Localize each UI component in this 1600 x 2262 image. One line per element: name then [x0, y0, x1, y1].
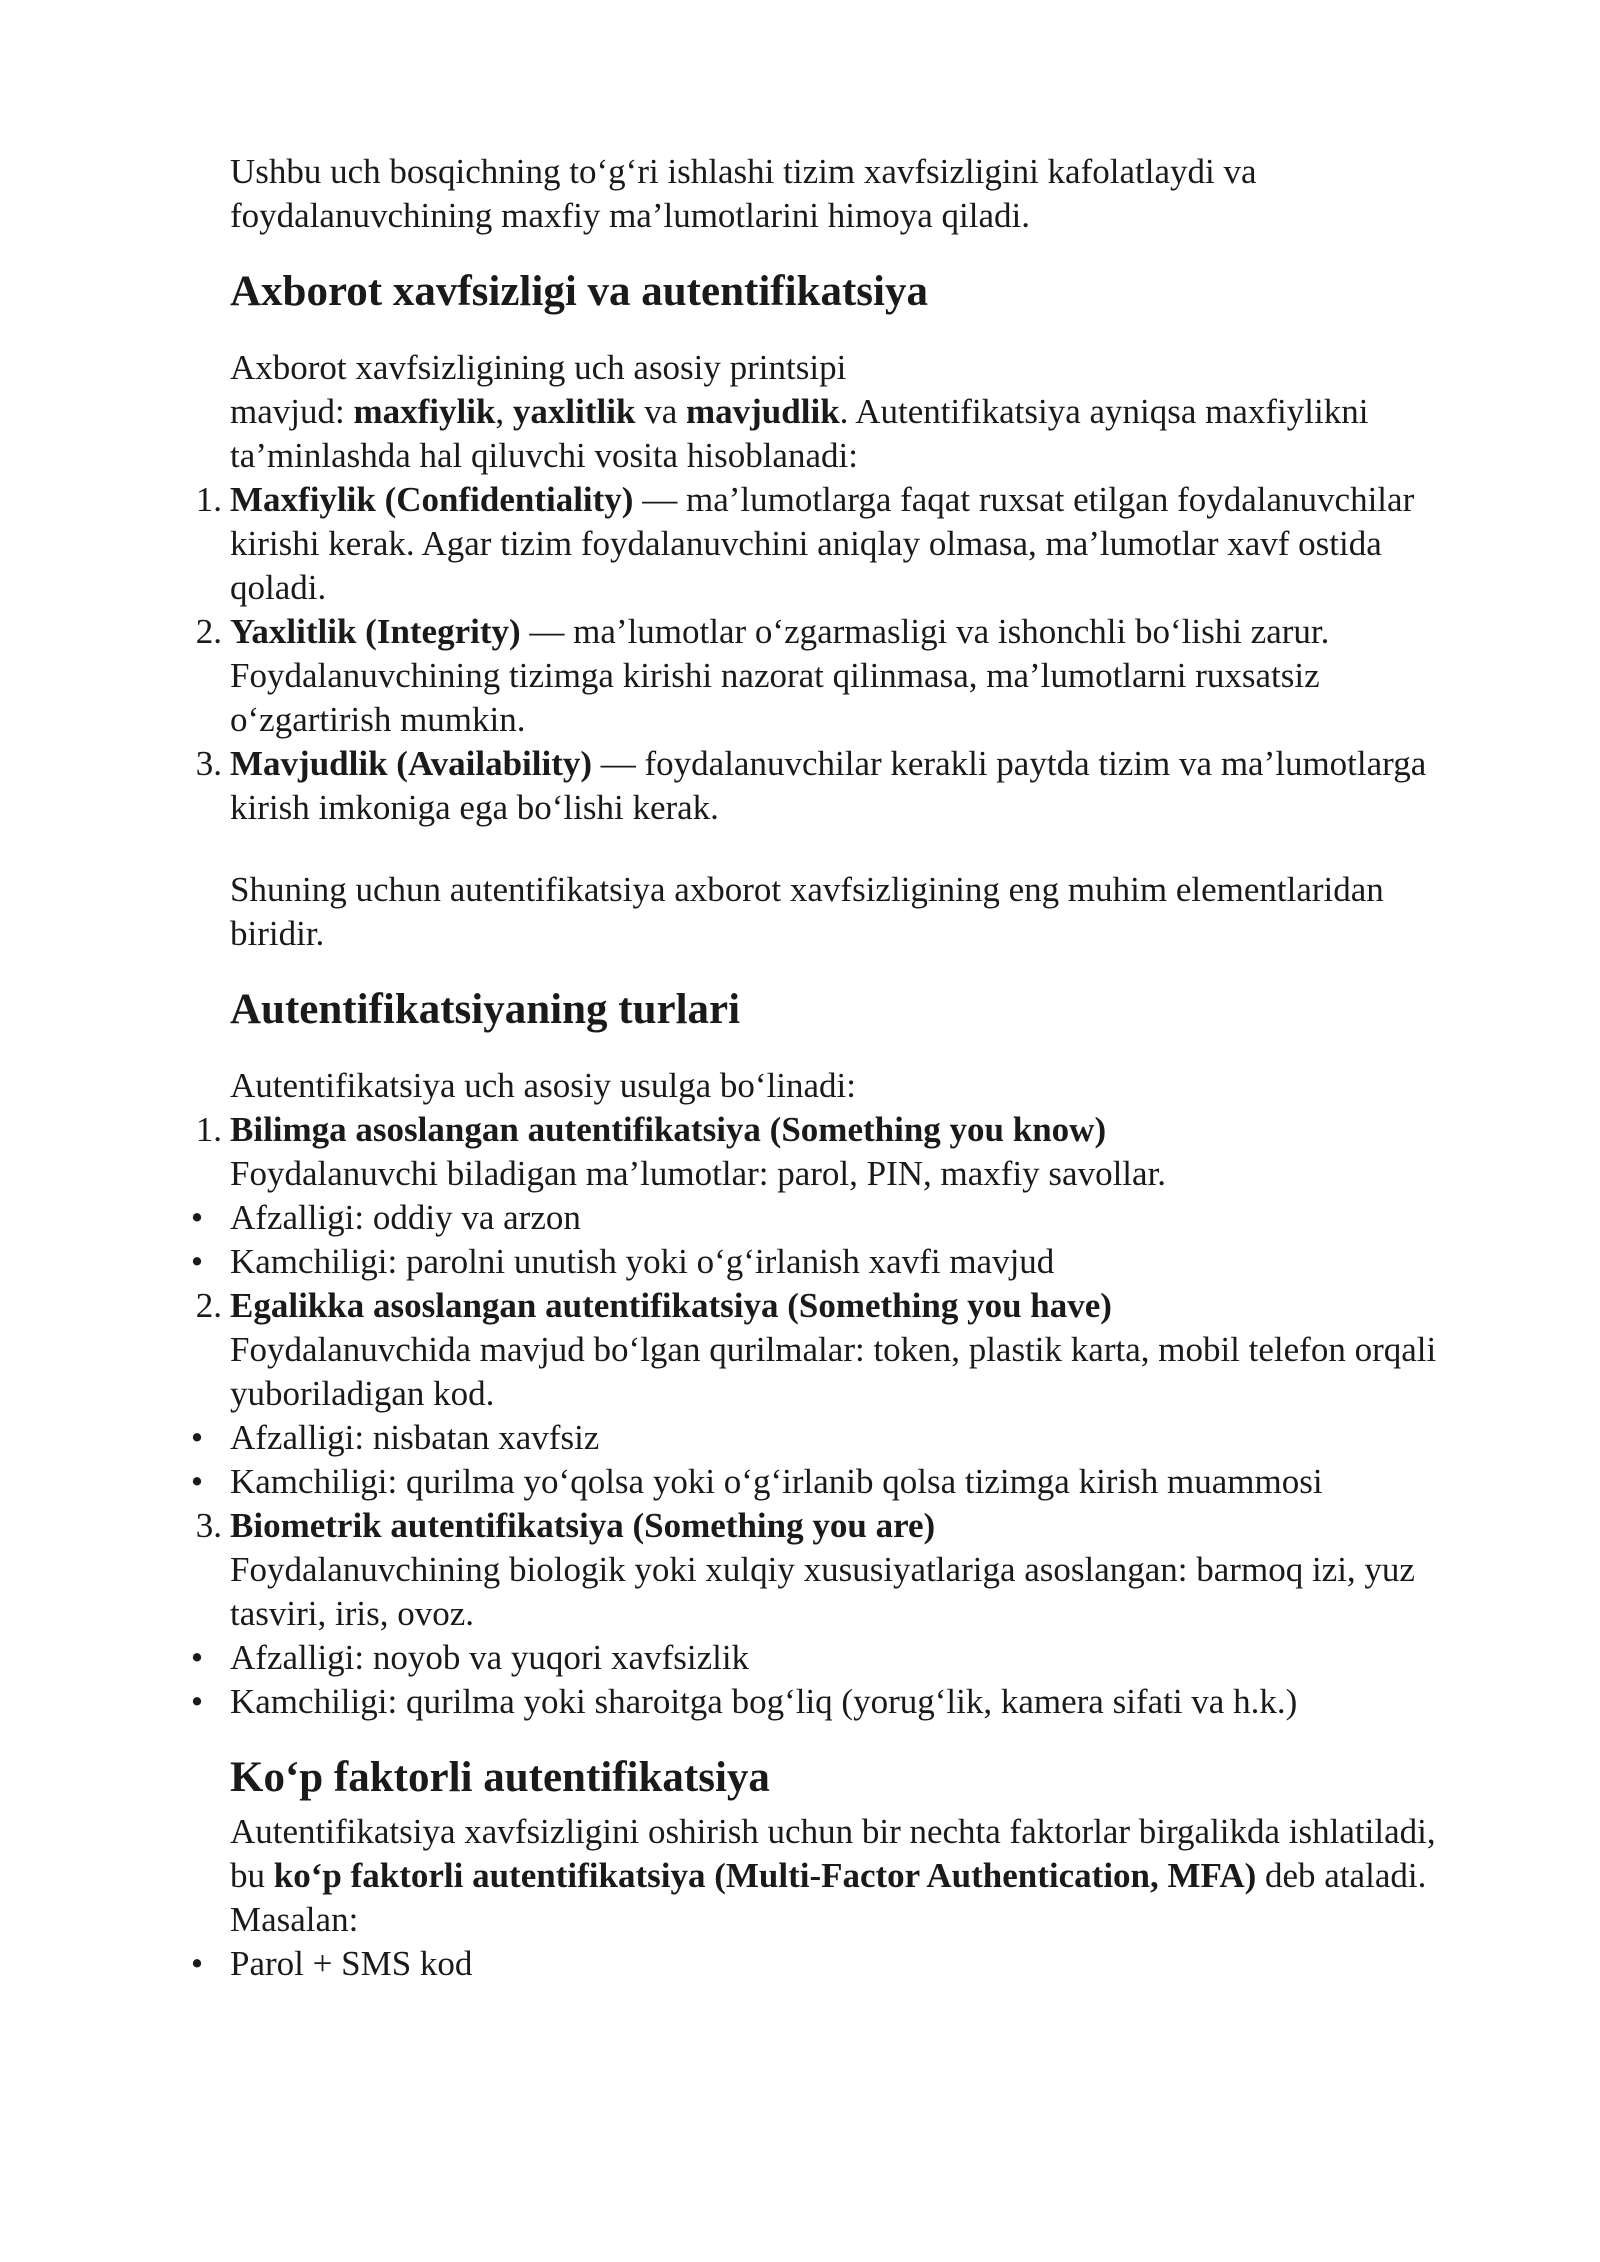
- type-title: Biometrik autentifikatsiya (Something you are): [230, 1506, 936, 1545]
- section1-conclusion: Shuning uchun autentifikatsiya axborot xavfsizligining eng muhim elementlaridan biridir.: [230, 870, 1384, 953]
- disadvantage-text: Kamchiligi: qurilma yoki sharoitga bog‘liq (yorug‘lik, kamera sifati va h.k.): [230, 1682, 1298, 1721]
- term-availability: mavjudlik: [686, 392, 840, 431]
- bullet-icon: •: [190, 1638, 204, 1677]
- section-heading-authentication-types: Autentifikatsiyaning turlari: [230, 986, 741, 1033]
- principles-list: [195, 478, 1460, 830]
- bullet-item-disadvantage: [190, 1460, 1460, 1504]
- principles-intro-line1: Axborot xavfsizligining uch asosiy printsipi: [230, 348, 847, 387]
- principle-title: Maxfiylik (Confidentiality): [230, 480, 634, 519]
- separator-comma: ,: [495, 392, 513, 431]
- intro-paragraph: Ushbu uch bosqichning to‘g‘ri ishlashi tizim xavfsizligini kafolatlaydi va foydalanuvchining maxfiy ma’lumotlarini himoya qiladi.: [230, 152, 1257, 235]
- type-description: Foydalanuvchining biologik yoki xulqiy xususiyatlariga asoslangan: barmoq izi, yuz tasviri, iris, ovoz.: [230, 1550, 1415, 1633]
- mfa-paragraph-suffix: deb ataladi. Masalan:: [230, 1856, 1427, 1939]
- advantage-text: Afzalligi: noyob va yuqori xavfsizlik: [230, 1638, 750, 1677]
- bullet-icon: •: [190, 1242, 204, 1281]
- principles-intro-suffix: . Autentifikatsiya ayniqsa maxfiylikni ta’minlashda hal qiluvchi vosita hisoblanadi:: [230, 392, 1369, 475]
- term-integrity: yaxlitlik: [512, 392, 636, 431]
- advantage-text: Afzalligi: nisbatan xavfsiz: [230, 1418, 600, 1457]
- types-intro-paragraph: Autentifikatsiya uch asosiy usulga bo‘linadi:: [230, 1066, 857, 1105]
- bullet-icon: •: [190, 1462, 204, 1501]
- authentication-types-list: [190, 1108, 1460, 1724]
- mfa-term: ko‘p faktorli autentifikatsiya (Multi-Factor Authentication, MFA): [273, 1856, 1257, 1895]
- advantage-text: Afzalligi: oddiy va arzon: [230, 1198, 581, 1237]
- bullet-item-disadvantage: [190, 1680, 1460, 1724]
- type-title: Egalikka asoslangan autentifikatsiya (Something you have): [230, 1286, 1112, 1325]
- principle-text: — ma’lumotlar o‘zgarmasligi va ishonchli bo‘lishi zarur. Foydalanuvchining tizimga kirishi nazorat qilinmasa, ma’lumotlarni ruxsatsiz o‘zgartirish mumkin.: [230, 612, 1330, 739]
- bullet-icon: •: [190, 1944, 204, 1983]
- section-heading-multi-factor: Ko‘p faktorli autentifikatsiya: [230, 1754, 770, 1801]
- bullet-icon: •: [190, 1418, 204, 1457]
- principle-text: — foydalanuvchilar kerakli paytda tizim va ma’lumotlarga kirish imkoniga ega bo‘lishi kerak.: [230, 744, 1427, 827]
- type-item: [195, 1504, 1460, 1636]
- list-number: 3.: [195, 744, 222, 783]
- mfa-examples-list: [190, 1942, 1460, 1986]
- principle-title: Yaxlitlik (Integrity): [230, 612, 521, 651]
- mfa-example-text: Parol + SMS kod: [230, 1944, 473, 1983]
- principles-intro-paragraph: [230, 346, 1460, 478]
- bullet-item-advantage: [190, 1196, 1460, 1240]
- principle-item: [195, 742, 1460, 830]
- disadvantage-text: Kamchiligi: qurilma yo‘qolsa yoki o‘g‘irlanib qolsa tizimga kirish muammosi: [230, 1462, 1323, 1501]
- list-number: 2.: [195, 1286, 222, 1325]
- type-item: [195, 1284, 1460, 1416]
- list-number: 3.: [195, 1506, 222, 1545]
- type-description: Foydalanuvchida mavjud bo‘lgan qurilmalar: token, plastik karta, mobil telefon orqali yuboriladigan kod.: [230, 1330, 1437, 1413]
- document-page: [190, 150, 1460, 1986]
- bullet-item-advantage: [190, 1636, 1460, 1680]
- mfa-paragraph-prefix: Autentifikatsiya xavfsizligini oshirish uchun bir nechta faktorlar birgalikda ishlatiladi, bu: [230, 1812, 1436, 1895]
- principle-title: Mavjudlik (Availability): [230, 744, 593, 783]
- list-number: 1.: [195, 480, 222, 519]
- type-description: Foydalanuvchi biladigan ma’lumotlar: parol, PIN, maxfiy savollar.: [230, 1154, 1167, 1193]
- type-item: [195, 1108, 1460, 1196]
- principle-item: [195, 610, 1460, 742]
- bullet-icon: •: [190, 1198, 204, 1237]
- list-number: 2.: [195, 612, 222, 651]
- mfa-paragraph: [230, 1810, 1460, 1942]
- list-number: 1.: [195, 1110, 222, 1149]
- mfa-example-item: [190, 1942, 1460, 1986]
- section-heading-information-security: Axborot xavfsizligi va autentifikatsiya: [230, 268, 928, 315]
- bullet-icon: •: [190, 1682, 204, 1721]
- bullet-item-disadvantage: [190, 1240, 1460, 1284]
- principle-text: — ma’lumotlarga faqat ruxsat etilgan foydalanuvchilar kirishi kerak. Agar tizim foydalanuvchini aniqlay olmasa, ma’lumotlar xavf ostida qoladi.: [230, 480, 1415, 607]
- separator-and: va: [635, 392, 686, 431]
- type-title: Bilimga asoslangan autentifikatsiya (Something you know): [230, 1110, 1107, 1149]
- principle-item: [195, 478, 1460, 610]
- disadvantage-text: Kamchiligi: parolni unutish yoki o‘g‘irlanish xavfi mavjud: [230, 1242, 1055, 1281]
- term-confidentiality: maxfiylik: [353, 392, 496, 431]
- principles-intro-prefix: mavjud:: [230, 392, 354, 431]
- bullet-item-advantage: [190, 1416, 1460, 1460]
